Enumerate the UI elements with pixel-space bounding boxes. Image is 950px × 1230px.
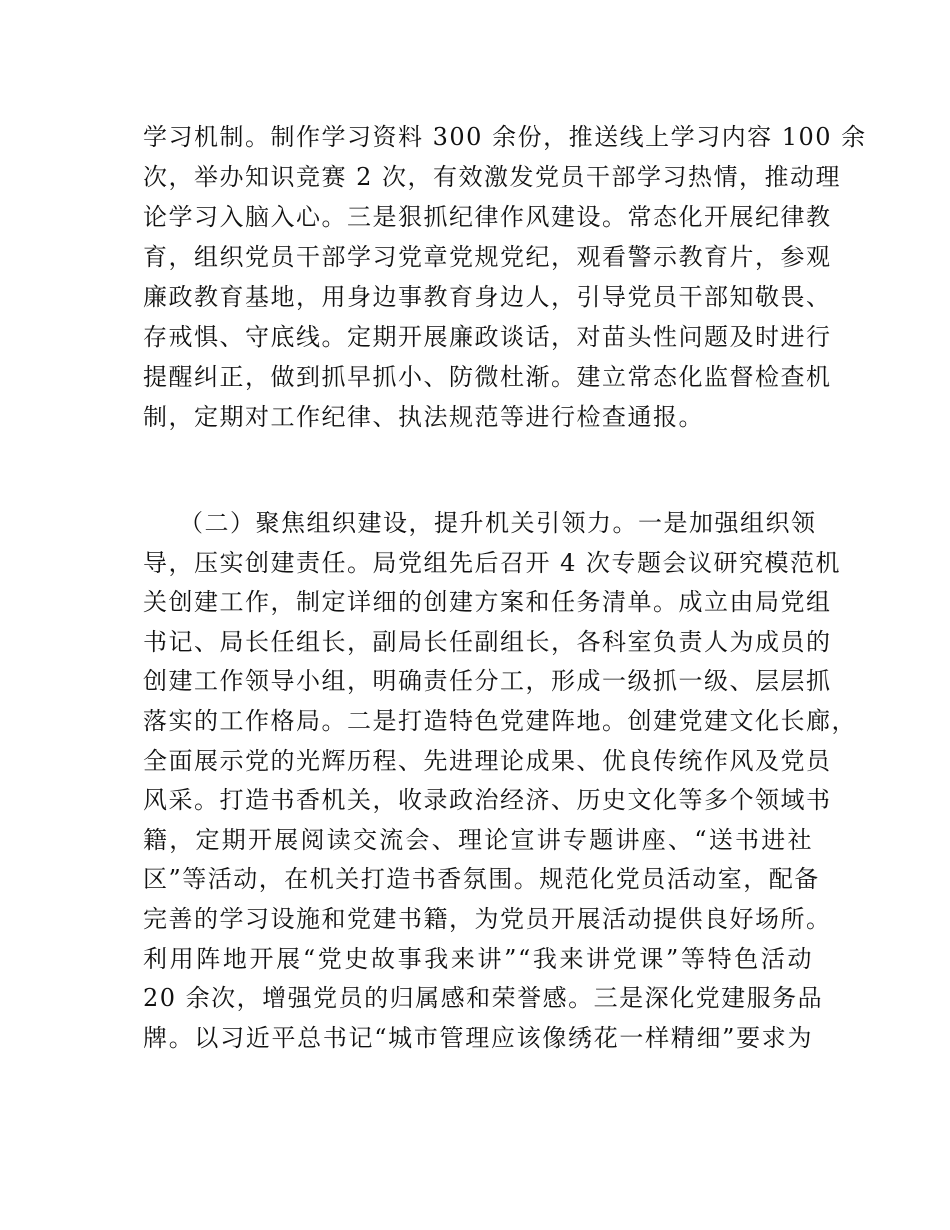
text-line: 风采。打造书香机关，收录政治经济、历史文化等多个领域书	[143, 786, 832, 815]
text-line: 学习机制。制作学习资料 300 余份，推送线上学习内容 100 余	[143, 123, 867, 151]
paragraph-discipline	[143, 117, 867, 437]
text-line: 牌。以习近平总书记“城市管理应该像绣花一样精细”要求为	[143, 1023, 813, 1052]
text-line: 创建工作领导小组，明确责任分工，形成一级抓一级、层层抓	[143, 667, 832, 696]
text-line: 书记、局长任组长，副局长任副组长，各科室负责人为成员的	[143, 627, 832, 656]
text-line: 存戒惧、守底线。定期开展廉政谈话，对苗头性问题及时进行	[143, 323, 832, 351]
text-line: 育，组织党员干部学习党章党规党纪，观看警示教育片，参观	[143, 243, 832, 271]
text-line: 制，定期对工作纪律、执法规范等进行检查通报。	[143, 403, 704, 431]
text-line: 廉政教育基地，用身边事教育身边人，引导党员干部知敬畏、	[143, 283, 832, 311]
text-line: 20 余次，增强党员的归属感和荣誉感。三是深化党建服务品	[143, 984, 824, 1013]
text-line: 落实的工作格局。二是打造特色党建阵地。创建党建文化长廊，	[143, 706, 857, 735]
text-line: 提醒纠正，做到抓早抓小、防微杜渐。建立常态化监督检查机	[143, 363, 832, 391]
paragraph-organization	[143, 504, 857, 1058]
text-line: 导，压实创建责任。局党组先后召开 4 次专题会议研究模范机	[143, 548, 842, 577]
section-heading-line: （二）聚焦组织建设，提升机关引领力。一是加强组织领	[179, 509, 817, 537]
text-line: 籍，定期开展阅读交流会、理论宣讲专题讲座、“送书进社	[143, 825, 813, 854]
text-line: 区”等活动，在机关打造书香氛围。规范化党员活动室，配备	[143, 865, 820, 894]
text-line: 利用阵地开展“党史故事我来讲”“我来讲党课”等特色活动	[143, 944, 813, 973]
text-line: 全面展示党的光辉历程、先进理论成果、优良传统作风及党员	[143, 746, 832, 775]
text-line: 次，举办知识竞赛 2 次，有效激发党员干部学习热情，推动理	[143, 163, 842, 191]
text-line: 论学习入脑入心。三是狠抓纪律作风建设。常态化开展纪律教	[143, 203, 832, 231]
text-line: 关创建工作，制定详细的创建方案和任务清单。成立由局党组	[143, 588, 832, 617]
text-line: 完善的学习设施和党建书籍，为党员开展活动提供良好场所。	[143, 904, 832, 933]
